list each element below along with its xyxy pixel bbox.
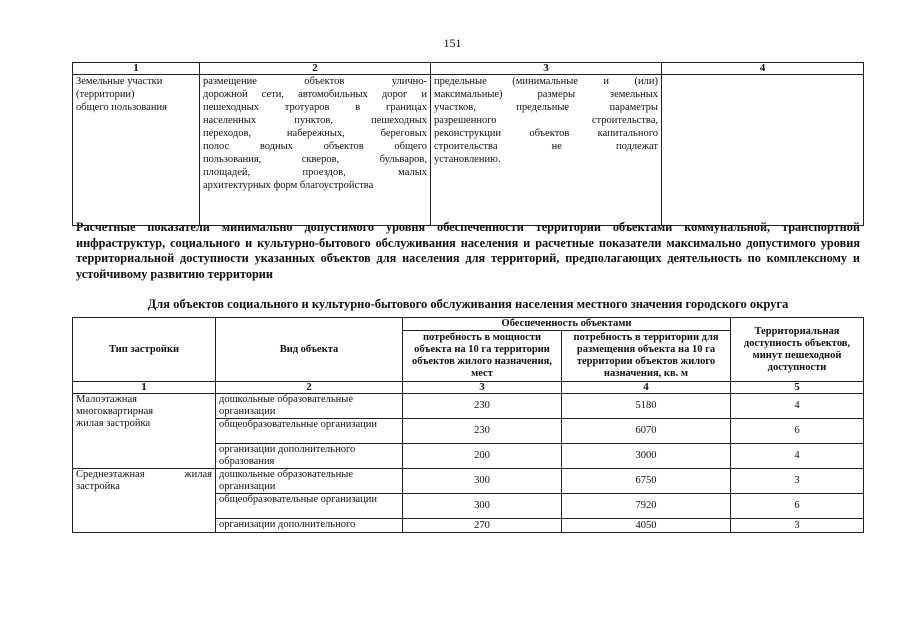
object-cell: дошкольные образовательные организации — [216, 469, 403, 494]
text-line: Земельные участки — [76, 76, 163, 87]
land-type-cell — [73, 75, 200, 226]
text-line: многоквартирная — [76, 406, 154, 417]
section-heading: Расчетные показатели минимально допустимого уровня обеспеченности территории объектами коммунальной, транспортной инфраструктур, социального и культурно-бытового обслуживания населения и расчетные показатели максимально допустимого уровня территориальной доступности указанных объектов для населения для территорий, предполагающих деятельность по комплексному и устойчивому развитию территории — [76, 220, 860, 281]
text-line: переходов, набережных, береговых — [203, 128, 427, 139]
text-line: установлению. — [434, 154, 501, 165]
column-number-row — [73, 382, 864, 394]
col-number: 1 — [73, 63, 200, 75]
territory-cell: 7920 — [562, 494, 731, 519]
access-cell: 3 — [731, 469, 864, 494]
col-number: 4 — [562, 382, 731, 394]
limits-cell — [431, 75, 662, 226]
header-territory: потребность в территории для размещения объекта на 10 га территории объектов жилого назначения, кв. м — [562, 331, 731, 382]
header-row — [73, 318, 864, 331]
access-cell: 6 — [731, 494, 864, 519]
header-type: Тип застройки — [73, 318, 216, 382]
permitted-use-cell — [200, 75, 431, 226]
land-use-table — [72, 62, 864, 226]
object-cell: организации дополнительного — [216, 519, 403, 533]
table-row — [73, 75, 864, 226]
column-number-row — [73, 63, 864, 75]
text-line: Малоэтажная — [76, 394, 137, 405]
territory-cell: 6070 — [562, 419, 731, 444]
col-number: 2 — [216, 382, 403, 394]
col-number: 3 — [403, 382, 562, 394]
access-cell: 6 — [731, 419, 864, 444]
text-line: строительства не подлежат — [434, 141, 658, 152]
text-line: пешеходных тротуаров в границах — [203, 102, 427, 113]
capacity-cell: 230 — [403, 419, 562, 444]
text-line: максимальные) размеры земельных — [434, 89, 658, 100]
header-provision: Обеспеченность объектами — [403, 318, 731, 331]
text-line: площадей, проездов, малых — [203, 167, 427, 178]
capacity-cell: 230 — [403, 394, 562, 419]
territory-cell: 4050 — [562, 519, 731, 533]
capacity-cell: 300 — [403, 469, 562, 494]
col-number: 4 — [662, 63, 864, 75]
text-line: застройка — [76, 481, 120, 492]
text-line: полос водных объектов общего — [203, 141, 427, 152]
capacity-cell: 300 — [403, 494, 562, 519]
territory-cell: 6750 — [562, 469, 731, 494]
territory-cell: 5180 — [562, 394, 731, 419]
text-line: населенных пунктов, пешеходных — [203, 115, 427, 126]
col-number: 3 — [431, 63, 662, 75]
text-line: предельные (минимальные и (или) — [434, 76, 658, 87]
table-row — [73, 469, 864, 494]
header-object: Вид объекта — [216, 318, 403, 382]
object-cell: общеобразовательные организации — [216, 419, 403, 444]
page-number: 151 — [443, 36, 462, 50]
header-access: Территориальная доступность объектов, минут пешеходной доступности — [731, 318, 864, 382]
text-line: общего пользования — [76, 102, 167, 113]
capacity-cell: 270 — [403, 519, 562, 533]
col-number: 1 — [73, 382, 216, 394]
text-line: размещение объектов улично- — [203, 76, 427, 87]
capacity-cell: 200 — [403, 444, 562, 469]
object-cell: дошкольные образовательные организации — [216, 394, 403, 419]
text-line: пользования, скверов, бульваров, — [203, 154, 427, 165]
header-capacity: потребность в мощности объекта на 10 га территории объектов жилого назначения, мест — [403, 331, 562, 382]
text-line: архитектурных форм благоустройства — [203, 180, 374, 191]
object-cell: общеобразовательные организации — [216, 494, 403, 519]
access-cell: 3 — [731, 519, 864, 533]
text-line: разрешенного строительства, — [434, 115, 658, 126]
text-line: жилая застройка — [76, 418, 151, 429]
text-line: участков, предельные параметры — [434, 102, 658, 113]
object-cell: организации дополнительного образования — [216, 444, 403, 469]
text-line: реконструкции объектов капитального — [434, 128, 658, 139]
empty-cell — [662, 75, 864, 226]
access-cell: 4 — [731, 394, 864, 419]
indicators-table — [72, 317, 864, 533]
text-line: дорожной сети, автомобильных дорог и — [203, 89, 427, 100]
col-number: 2 — [200, 63, 431, 75]
territory-cell: 3000 — [562, 444, 731, 469]
table-row — [73, 394, 864, 419]
text-line: Среднеэтажная жилая — [76, 469, 212, 480]
text-line: (территории) — [76, 89, 135, 100]
col-number: 5 — [731, 382, 864, 394]
access-cell: 4 — [731, 444, 864, 469]
building-type-cell — [73, 469, 216, 533]
building-type-cell — [73, 394, 216, 469]
subsection-heading: Для объектов социального и культурно-бытового обслуживания населения местного значения городского округа — [147, 297, 789, 311]
